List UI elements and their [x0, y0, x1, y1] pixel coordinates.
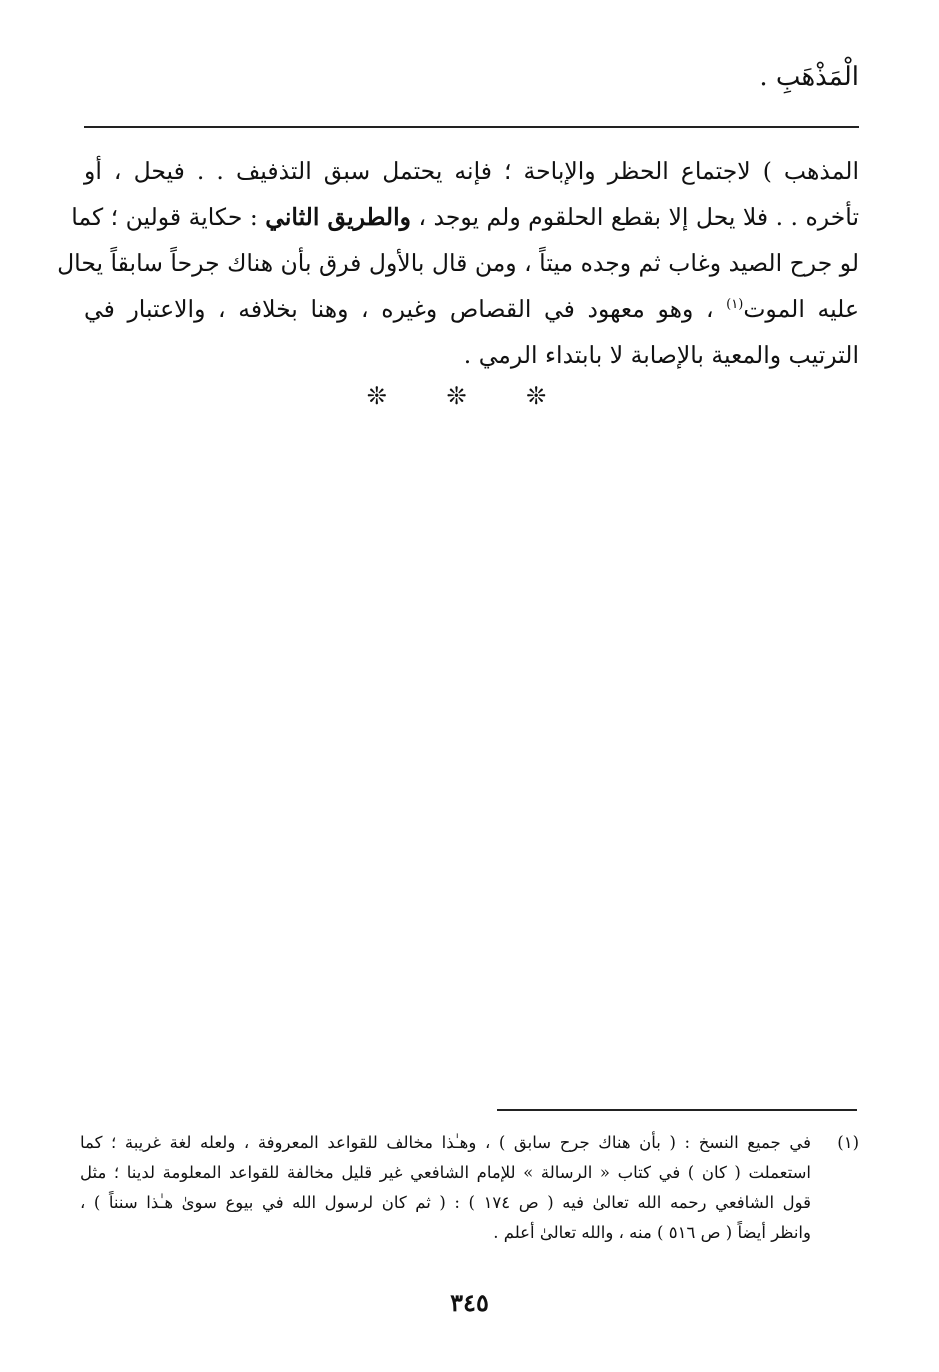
text-line-4-part-b: ، وهو معهود في القصاص وغيره ، وهنا بخلافه ، والاعتبار في — [84, 295, 714, 323]
text-line-4-part-a: عليه الموت — [743, 295, 859, 323]
bold-term: والطريق الثاني — [265, 203, 411, 231]
text-line-2-part-b: : حكاية قولين ؛ كما — [71, 203, 258, 231]
footnote-line-2: استعملت ( كان ) في كتاب « الرسالة » للإمام الشافعي غير قليل مخالفة للقواعد المعلومة لدينا ؛ مثل — [80, 1163, 811, 1182]
section-separator: ❊ ❊ ❊ — [366, 382, 573, 410]
text-line-5: الترتيب والمعية بالإصابة لا بابتداء الرمي . — [463, 341, 859, 369]
header-rule — [84, 126, 859, 128]
footnote — [80, 1128, 859, 1248]
text-line-2 — [71, 194, 859, 240]
footnote-line-3: قول الشافعي رحمه الله تعالىٰ فيه ( ص ١٧٤ ) : ( ثم كان لرسول الله في بيوع سوىٰ هـٰذا سنناً ) ، — [80, 1193, 811, 1212]
text-line-4 — [84, 286, 859, 332]
footnote-line-1: في جميع النسخ : ( بأن هناك جرح سابق ) ، وهـٰذا مخالف للقواعد المعروفة ، ولعله لغة غريبة ؛ كما — [80, 1133, 811, 1152]
page-number: ٣٤٥ — [450, 1288, 489, 1317]
footnote-number: (١) — [837, 1133, 859, 1152]
text-line-2-part-a: تأخره . . فلا يحل إلا بقطع الحلقوم ولم يوجد ، — [418, 203, 859, 231]
footnote-reference[interactable]: (١) — [726, 297, 744, 313]
running-head: الْمَذْهَبِ . — [759, 62, 859, 92]
text-line-1: المذهب ) لاجتماع الحظر والإباحة ؛ فإنه يحتمل سبق التذفيف . . فيحل ، أو — [84, 157, 859, 185]
main-text — [57, 148, 859, 378]
text-line-3: لو جرح الصيد وغاب ثم وجده ميتاً ، ومن قال بالأول فرق بأن هناك جرحاً سابقاً يحال — [57, 249, 859, 277]
footnote-rule — [497, 1109, 857, 1111]
footnote-line-4: وانظر أيضاً ( ص ٥١٦ ) منه ، والله تعالىٰ أعلم . — [493, 1223, 811, 1242]
footnote-body — [80, 1128, 811, 1248]
